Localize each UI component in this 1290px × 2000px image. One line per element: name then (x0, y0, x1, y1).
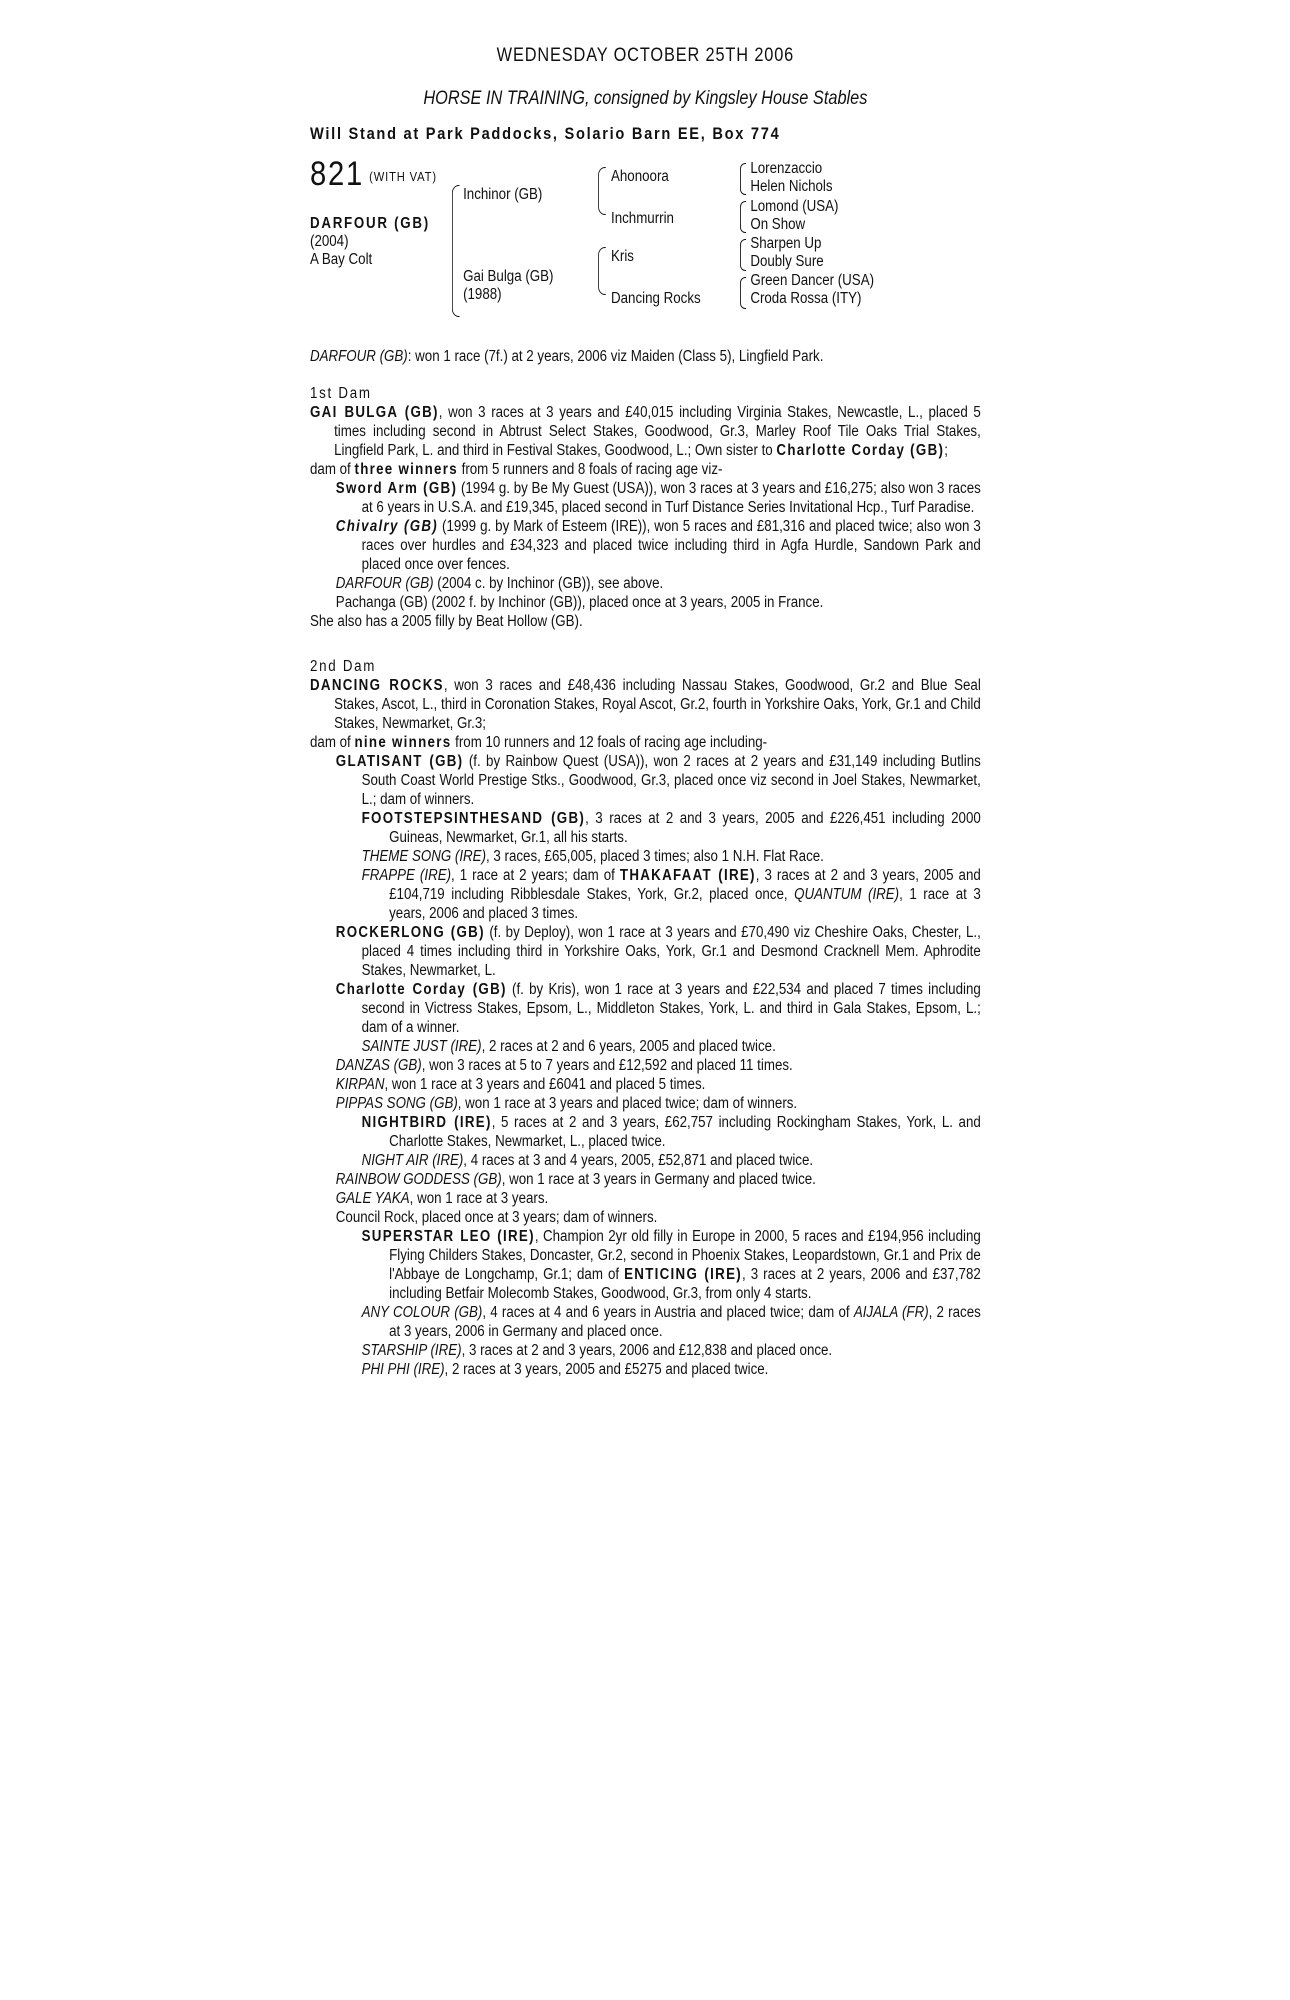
produce-record (310, 479, 981, 517)
record-text: , 1 race at 2 years; dam of (451, 867, 620, 884)
record-text: (f. by Rainbow Quest (USA)), won 2 races at 2 years and £31,149 including Butlins South Coast World Prestige Stks., Goodwood, Gr.3, placed once viz second in Joel Stakes, Newmarket, L.; dam of winners. (361, 753, 981, 808)
record-text: , 3 races at 2 and 3 years, 2005 and £226,451 including 2000 Guineas, Newmarket, Gr.1, all his starts. (389, 810, 981, 846)
summary-horse-name: DARFOUR (GB) (310, 348, 408, 365)
record-text: from 10 runners and 12 foals of racing age including- (451, 734, 768, 751)
horse-name-ref: GALE YAKA (335, 1190, 410, 1207)
record-text: , 2 races at 3 years, 2005 and £5275 and placed twice. (444, 1361, 769, 1378)
horse-name-ref: Chivalry (GB) (335, 518, 439, 535)
record-text: She also has a 2005 filly by Beat Hollow (GB). (310, 613, 583, 630)
record-text: , 3 races at 2 and 3 years, 2005 and £104,719 including Ribblesdale Stakes, York, Gr.2, placed once, (389, 867, 981, 903)
produce-record (310, 980, 981, 1037)
produce-record (310, 1094, 981, 1113)
record-text: , won 3 races and £48,436 including Nassau Stakes, Goodwood, Gr.2 and Blue Seal Stakes, Ascot, L., third in Coronation Stakes, Royal Ascot, Gr.2, fourth in Yorkshire Oaks, York, Gr.1 and Child Stakes, Newmarket, Gr.3; (334, 677, 981, 732)
horse-name-ref: QUANTUM (IRE) (794, 886, 900, 903)
record-text: , 3 races at 2 years, 2006 and £37,782 including Betfair Molecomb Stakes, Goodwood, Gr.3, from only 4 starts. (389, 1266, 981, 1302)
granddam-2: Dancing Rocks (611, 290, 701, 307)
horse-name-ref: GLATISANT (GB) (335, 753, 464, 770)
great-granddam-3: Doubly Sure (750, 253, 824, 270)
record-text: (f. by Deploy), won 1 race at 3 years and £70,490 viz Cheshire Oaks, Chester, L., placed 4 times including third in Yorkshire Oaks, York, Gr.1 and Desmond Cracknell Mem. Aphrodite Stakes, Newmarket, L. (361, 924, 981, 979)
produce-record (310, 866, 981, 923)
pedigree-table (310, 155, 981, 333)
record-text: , won 1 race at 3 years in Germany and placed twice. (501, 1171, 816, 1188)
grandsire-2: Kris (611, 248, 634, 265)
horse-name-ref: GAI BULGA (GB) (310, 404, 439, 421)
record-text: , 4 races at 3 and 4 years, 2005, £52,871 and placed twice. (463, 1152, 814, 1169)
horse-name-ref: SUPERSTAR LEO (IRE) (361, 1228, 535, 1245)
record-text: (f. by Kris), won 1 race at 3 years and £22,534 and placed 7 times including second in Victress Stakes, Epsom, L., Middleton Stakes, York, L. and third in Gala Stakes, Epsom, L.; dam of a winner. (361, 981, 981, 1036)
great-grandsire-3: Sharpen Up (750, 235, 822, 252)
horse-description: A Bay Colt (310, 251, 373, 268)
produce-record (310, 1208, 981, 1227)
pedigree-brace (740, 277, 746, 309)
produce-record (310, 403, 981, 460)
record-text: (1999 g. by Mark of Esteem (IRE)), won 5 races and £81,316 and placed twice; also won 3 races over hurdles and £34,323 and placed twice including third in Agfa Hurdle, Sandown Park and placed once over fences. (361, 518, 981, 573)
produce-record (310, 1303, 981, 1341)
horse-name-ref: DANZAS (GB) (335, 1057, 422, 1074)
produce-record (310, 1170, 981, 1189)
record-text: dam of (310, 461, 355, 478)
record-text: , won 1 race at 3 years and placed twice; dam of winners. (457, 1095, 798, 1112)
horse-name-ref: Sword Arm (GB) (335, 480, 458, 497)
horse-details (310, 215, 430, 269)
produce-record (310, 1151, 981, 1170)
horse-name-ref: SAINTE JUST (IRE) (361, 1038, 482, 1055)
horse-name-ref: ENTICING (IRE) (624, 1266, 742, 1283)
horse-name-ref: PIPPAS SONG (GB) (335, 1095, 458, 1112)
produce-record (310, 1360, 981, 1379)
sale-date: WEDNESDAY OCTOBER 25TH 2006 (496, 45, 795, 66)
produce-record (310, 1075, 981, 1094)
record-text: , won 3 races at 5 to 7 years and £12,592 and placed 11 times. (421, 1057, 793, 1074)
produce-record (310, 676, 981, 733)
record-text: ; (944, 442, 948, 459)
pedigree-brace (740, 163, 746, 195)
horse-name-ref: RAINBOW GODDESS (GB) (335, 1171, 502, 1188)
record-text: , 1 race at 3 years, 2006 and placed 3 times. (389, 886, 981, 922)
produce-record (310, 809, 981, 847)
record-text: from 5 runners and 8 foals of racing age viz- (457, 461, 723, 478)
record-text: , won 3 races at 3 years and £40,015 including Virginia Stakes, Newcastle, L., placed 5 times including second in Abtrust Select Stakes, Goodwood, Gr.3, Marley Roof Tile Oaks Trial Stakes, Lingfield Park, L. and third in Festival Stakes, Goodwood, L.; Own sister to (334, 404, 981, 459)
horse-name-ref: NIGHT AIR (IRE) (361, 1152, 464, 1169)
record-text: , 2 races at 2 and 6 years, 2005 and placed twice. (481, 1038, 776, 1055)
produce-record (310, 593, 981, 612)
produce-record (310, 517, 981, 574)
horse-name-ref: DANCING ROCKS (310, 677, 444, 694)
vat-label: (WITH VAT) (369, 168, 437, 184)
great-granddam-1: Helen Nichols (750, 178, 833, 195)
produce-record (310, 612, 981, 631)
pedigree-brace (740, 201, 746, 233)
record-text: , 5 races at 2 and 3 years, £62,757 including Rockingham Stakes, York, L. and Charlotte Stakes, Newmarket, L., placed twice. (389, 1114, 981, 1150)
second-dam-section (310, 676, 981, 1379)
produce-record (310, 460, 981, 479)
lot-number: 821 (WITH VAT) (310, 155, 437, 193)
consignment-line: HORSE IN TRAINING, consigned by Kingsley House Stables (423, 88, 868, 109)
produce-record (310, 1037, 981, 1056)
record-text: , 3 races, £65,005, placed 3 times; also 1 N.H. Flat Race. (486, 848, 824, 865)
horse-name: DARFOUR (GB) (310, 215, 430, 232)
produce-record (310, 847, 981, 866)
grandsire-1: Ahonoora (611, 168, 669, 185)
foaling-year: (2004) (310, 233, 349, 250)
record-text: , Champion 2yr old filly in Europe in 2000, 5 races and £194,956 including Flying Childers Stakes, Doncaster, Gr.2, second in Phoenix Stakes, Leopardstown, Gr.1 and Prix de l'Abbaye de Longchamp, Gr.1; dam of (389, 1228, 981, 1283)
produce-record (310, 923, 981, 980)
horse-name-ref: ROCKERLONG (GB) (335, 924, 485, 941)
great-granddam-2: On Show (750, 216, 806, 233)
horse-name-ref: AIJALA (FR) (853, 1304, 929, 1321)
produce-record (310, 733, 981, 752)
dam-year: (1988) (463, 286, 502, 303)
horse-name-ref: nine winners (354, 734, 452, 751)
pedigree-brace (452, 185, 460, 317)
great-grandsire-2: Lomond (USA) (750, 198, 839, 215)
horse-name-ref: NIGHTBIRD (IRE) (361, 1114, 492, 1131)
horse-name-ref: ANY COLOUR (GB) (361, 1304, 483, 1321)
record-text: , 4 races at 4 and 6 years in Austria and placed twice; dam of (482, 1304, 854, 1321)
first-dam-heading: 1st Dam (310, 385, 372, 402)
record-text: (2004 c. by Inchinor (GB)), see above. (433, 575, 664, 592)
granddam-1: Inchmurrin (611, 210, 674, 227)
summary-text: : won 1 race (7f.) at 2 years, 2006 viz Maiden (Class 5), Lingfield Park. (407, 348, 824, 365)
horse-name-ref: FOOTSTEPSINTHESAND (GB) (361, 810, 586, 827)
pedigree-brace (740, 239, 746, 271)
pedigree-brace (598, 247, 606, 295)
horse-name-ref: FRAPPE (IRE) (361, 867, 452, 884)
produce-record (310, 574, 981, 593)
record-text: (1994 g. by Be My Guest (USA)), won 3 races at 3 years and £16,275; also won 3 races at 6 years in U.S.A. and £19,345, placed second in Turf Distance Series Invitational Hcp., Turf Paradise. (361, 480, 981, 516)
record-text: , 3 races at 2 and 3 years, 2006 and £12,838 and placed once. (461, 1342, 833, 1359)
produce-record (310, 1227, 981, 1303)
catalogue-page (310, 46, 981, 1379)
race-summary (310, 347, 981, 366)
horse-name-ref: KIRPAN (335, 1076, 385, 1093)
record-text: , won 1 race at 3 years. (409, 1190, 549, 1207)
horse-name-ref: Charlotte Corday (GB) (335, 981, 507, 998)
produce-record (310, 1113, 981, 1151)
produce-record (310, 1189, 981, 1208)
horse-name-ref: DARFOUR (GB) (335, 575, 434, 592)
great-grandsire-4: Green Dancer (USA) (750, 272, 875, 289)
record-text: , 2 races at 3 years, 2006 in Germany and placed once. (389, 1304, 981, 1340)
horse-name-ref: THAKAFAAT (IRE) (619, 867, 756, 884)
second-dam-heading: 2nd Dam (310, 658, 377, 675)
produce-record (310, 752, 981, 809)
first-dam-section (310, 403, 981, 631)
produce-record (310, 1056, 981, 1075)
record-text: dam of (310, 734, 355, 751)
great-granddam-4: Croda Rossa (ITY) (750, 290, 862, 307)
great-grandsire-1: Lorenzaccio (750, 160, 823, 177)
record-text: Council Rock, placed once at 3 years; dam of winners. (335, 1209, 658, 1226)
dam-name: Gai Bulga (GB) (463, 268, 554, 285)
stand-location: Will Stand at Park Paddocks, Solario Barn EE, Box 774 (310, 124, 781, 143)
pedigree-brace (598, 167, 606, 215)
record-text: Pachanga (GB) (2002 f. by Inchinor (GB)), placed once at 3 years, 2005 in France. (335, 594, 824, 611)
horse-name-ref: PHI PHI (IRE) (361, 1361, 445, 1378)
produce-record (310, 1341, 981, 1360)
horse-name-ref: three winners (354, 461, 458, 478)
record-text: , won 1 race at 3 years and £6041 and placed 5 times. (384, 1076, 706, 1093)
horse-name-ref: STARSHIP (IRE) (361, 1342, 462, 1359)
horse-name-ref: THEME SONG (IRE) (361, 848, 487, 865)
sire-name: Inchinor (GB) (463, 186, 543, 203)
horse-name-ref: Charlotte Corday (GB) (776, 442, 945, 459)
